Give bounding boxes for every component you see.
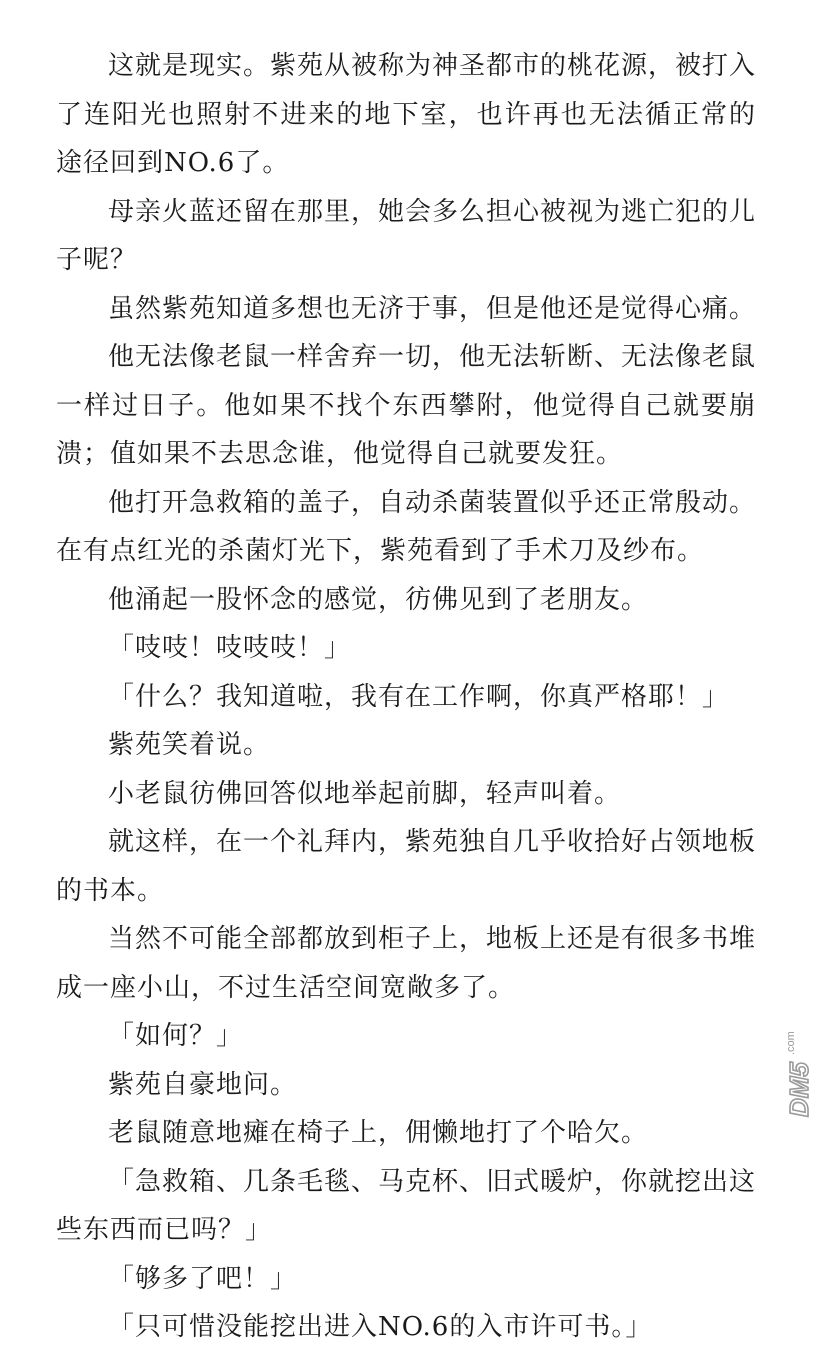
document-page: [56, 42, 756, 1352]
paragraph-11: 就这样，在一个礼拜内，紫苑独自几乎收拾好占领地板的书本。: [56, 827, 757, 906]
paragraph-13: 「如何？」: [108, 1021, 244, 1051]
paragraph-9: 紫苑笑着说。: [108, 730, 271, 760]
paragraph-2: 母亲火蓝还留在那里，她会多么担心被视为逃亡犯的儿子呢？: [56, 196, 757, 275]
watermark-text: DM5: [784, 1062, 814, 1117]
paragraph-15: 老鼠随意地瘫在椅子上，佣懒地打了个哈欠。: [108, 1118, 649, 1148]
paragraph-16: 「急救箱、几条毛毯、马克杯、旧式暖炉，你就挖出这些东西而已吗？」: [56, 1166, 757, 1245]
watermark-suffix: .com: [785, 1031, 797, 1055]
paragraph-18: 「只可惜没能挖出进入NO.6的入市许可书。」: [108, 1312, 653, 1342]
paragraph-12: 当然不可能全部都放到柜子上，地板上还是有很多书堆成一座小山，不过生活空间宽敞多了。: [56, 924, 757, 1003]
paragraph-8: 「什么？我知道啦，我有在工作啊，你真严格耶！」: [108, 681, 730, 712]
paragraph-1: 这就是现实。紫苑从被称为神圣都市的桃花源，被打入了连阳光也照射不进来的地下室，也许再也无法循正常的途径回到NO.6了。: [56, 51, 757, 178]
paragraph-4: 他无法像老鼠一样舍弃一切，他无法斩断、无法像老鼠一样过日子。他如果不找个东西攀附，他觉得自己就要崩溃；值如果不去思念谁，他觉得自己就要发狂。: [56, 342, 757, 469]
paragraph-3: 虽然紫苑知道多想也无济于事，但是他还是觉得心痛。: [108, 293, 757, 324]
paragraph-5: 他打开急救箱的盖子，自动杀菌装置似乎还正常殷动。在有点红光的杀菌灯光下，紫苑看到了手术刀及纱布。: [56, 487, 757, 566]
paragraph-7: 「吱吱！吱吱吱！」: [108, 633, 352, 663]
paragraph-6: 他涌起一股怀念的感觉，彷佛见到了老朋友。: [108, 584, 649, 615]
paragraph-10: 小老鼠彷佛回答似地举起前脚，轻声叫着。: [108, 778, 622, 809]
watermark-logo: [782, 1009, 816, 1119]
paragraph-17: 「够多了吧！」: [108, 1263, 298, 1294]
paragraph-14: 紫苑自豪地问。: [108, 1069, 298, 1100]
